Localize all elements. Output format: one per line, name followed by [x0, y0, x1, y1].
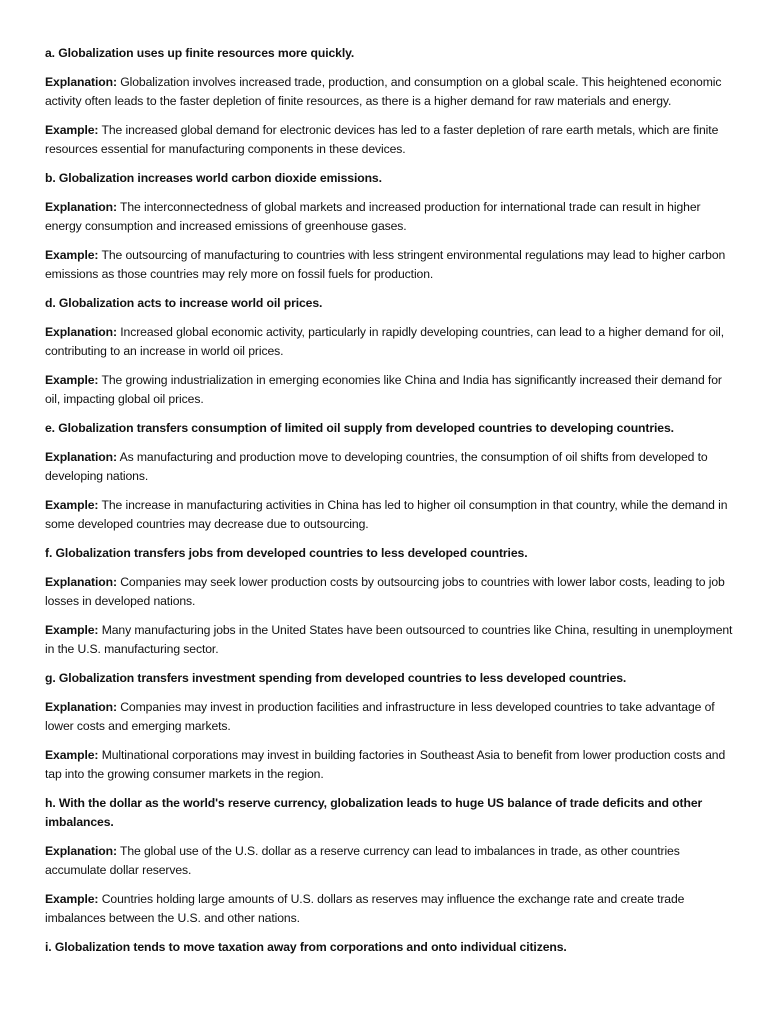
section-i [45, 938, 735, 957]
explanation-text: Companies may invest in production facilities and infrastructure in less developed countries to take advantage of lower costs and emerging markets. [45, 700, 715, 733]
section-heading: d. Globalization acts to increase world oil prices. [45, 296, 323, 310]
example-text: Multinational corporations may invest in building factories in Southeast Asia to benefit from lower production costs and tap into the growing consumer markets in the region. [45, 748, 726, 781]
explanation-label: Explanation: [45, 450, 117, 464]
explanation-paragraph [45, 73, 735, 111]
explanation-text: The global use of the U.S. dollar as a reserve currency can lead to imbalances in trade, as other countries accumulate dollar reserves. [45, 844, 680, 877]
example-text: The increased global demand for electronic devices has led to a faster depletion of rare earth metals, which are finite resources essential for manufacturing components in these devices. [45, 123, 719, 156]
section-heading: h. With the dollar as the world's reserve currency, globalization leads to huge US balance of trade deficits and other imbalances. [45, 796, 703, 829]
section-heading: a. Globalization uses up finite resources more quickly. [45, 46, 355, 60]
section-d [45, 294, 735, 409]
section-heading: b. Globalization increases world carbon dioxide emissions. [45, 171, 382, 185]
section-b [45, 169, 735, 284]
example-label: Example: [45, 373, 99, 387]
example-paragraph [45, 121, 735, 159]
explanation-paragraph [45, 448, 735, 486]
section-heading: e. Globalization transfers consumption of limited oil supply from developed countries to developing countries. [45, 421, 674, 435]
example-text: The growing industrialization in emerging economies like China and India has significantly increased their demand for oil, impacting global oil prices. [45, 373, 722, 406]
explanation-text: Globalization involves increased trade, production, and consumption on a global scale. This heightened economic activity often leads to the faster depletion of finite resources, as there is a higher demand for raw materials and energy. [45, 75, 722, 108]
explanation-paragraph [45, 842, 735, 880]
section-e [45, 419, 735, 534]
example-paragraph [45, 496, 735, 534]
explanation-label: Explanation: [45, 325, 117, 339]
explanation-text: The interconnectedness of global markets and increased production for international trade can result in higher energy consumption and increased emissions of greenhouse gases. [45, 200, 701, 233]
example-text: Countries holding large amounts of U.S. dollars as reserves may influence the exchange rate and create trade imbalances between the U.S. and other nations. [45, 892, 685, 925]
example-label: Example: [45, 748, 99, 762]
explanation-label: Explanation: [45, 700, 117, 714]
section-heading: i. Globalization tends to move taxation away from corporations and onto individual citizens. [45, 940, 567, 954]
example-label: Example: [45, 623, 99, 637]
explanation-paragraph [45, 698, 735, 736]
explanation-text: Increased global economic activity, particularly in rapidly developing countries, can lead to a higher demand for oil, contributing to an increase in world oil prices. [45, 325, 725, 358]
example-label: Example: [45, 248, 99, 262]
section-g [45, 669, 735, 784]
example-paragraph [45, 746, 735, 784]
example-text: Many manufacturing jobs in the United States have been outsourced to countries like China, resulting in unemployment in the U.S. manufacturing sector. [45, 623, 733, 656]
section-f [45, 544, 735, 659]
example-text: The increase in manufacturing activities in China has led to higher oil consumption in that country, while the demand in some developed countries may decrease due to outsourcing. [45, 498, 728, 531]
explanation-label: Explanation: [45, 575, 117, 589]
section-heading: g. Globalization transfers investment spending from developed countries to less developed countries. [45, 671, 627, 685]
section-heading: f. Globalization transfers jobs from developed countries to less developed countries. [45, 546, 528, 560]
example-paragraph [45, 246, 735, 284]
explanation-paragraph [45, 198, 735, 236]
section-h [45, 794, 735, 928]
explanation-label: Explanation: [45, 844, 117, 858]
explanation-paragraph [45, 323, 735, 361]
section-a [45, 44, 735, 159]
explanation-label: Explanation: [45, 75, 117, 89]
explanation-text: As manufacturing and production move to developing countries, the consumption of oil shifts from developed to developing nations. [45, 450, 708, 483]
example-text: The outsourcing of manufacturing to countries with less stringent environmental regulations may lead to higher carbon emissions as those countries may rely more on fossil fuels for production. [45, 248, 726, 281]
example-label: Example: [45, 123, 99, 137]
explanation-paragraph [45, 573, 735, 611]
example-paragraph [45, 371, 735, 409]
example-label: Example: [45, 892, 99, 906]
explanation-text: Companies may seek lower production costs by outsourcing jobs to countries with lower labor costs, leading to job losses in developed nations. [45, 575, 725, 608]
document-page [45, 44, 735, 967]
explanation-label: Explanation: [45, 200, 117, 214]
example-paragraph [45, 890, 735, 928]
example-paragraph [45, 621, 735, 659]
example-label: Example: [45, 498, 99, 512]
